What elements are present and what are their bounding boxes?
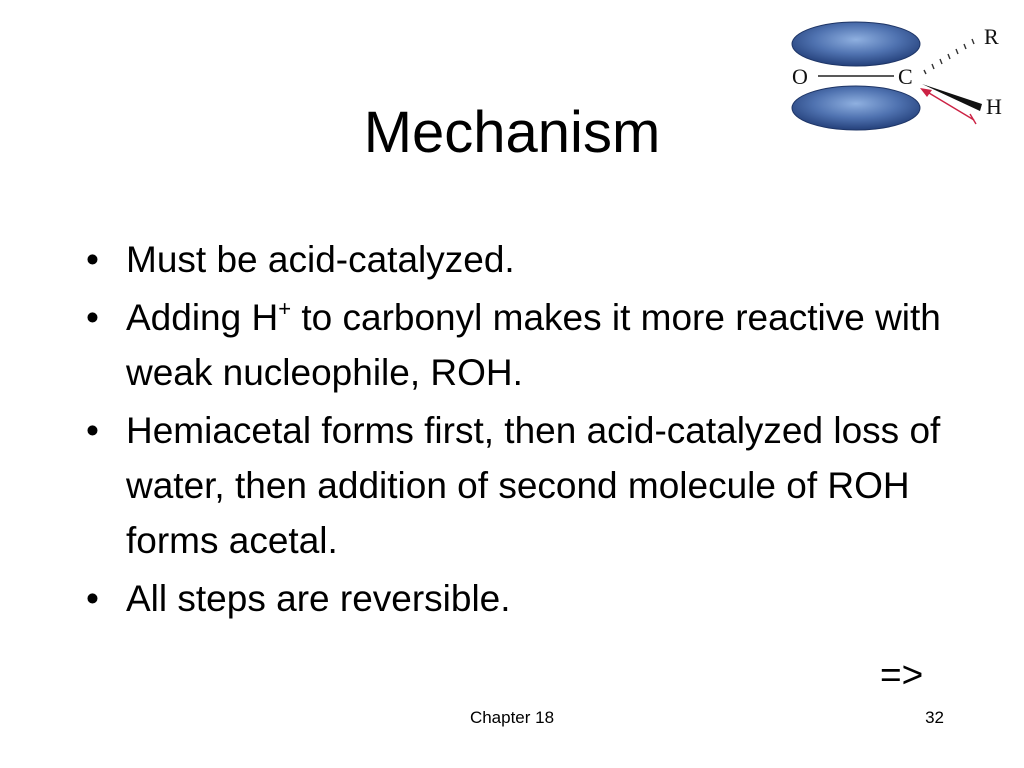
atom-o-label: O [792,64,808,89]
atom-h-label: H [986,94,1002,119]
bullet-text-after: to carbonyl makes it more reactive with weak nucleophile, ROH. [126,297,941,393]
carbonyl-orbital-diagram [784,14,1014,138]
arrow-tail-tick [970,114,976,124]
next-slide-arrow[interactable]: => [880,654,924,695]
bullet-item [86,571,966,626]
superscript-plus: + [278,296,292,321]
atom-c-label: C [898,64,913,89]
bullet-text: Must be acid-catalyzed. [126,239,515,280]
upper-pi-lobe [792,22,920,66]
attack-arrowhead [920,88,932,97]
bullet-text: All steps are reversible. [126,578,511,619]
bullet-marker: • [86,578,99,619]
hashed-bond-r [924,39,974,74]
slide-title: Mechanism [363,100,661,165]
bullet-marker: • [86,410,99,451]
bullet-text: Hemiacetal forms first, then acid-catalyzed loss of water, then addition of second molecule of ROH forms acetal. [126,410,941,561]
bullet-item [86,232,966,287]
bullet-list [86,232,966,629]
bullet-marker: • [86,297,99,338]
bullet-item [86,403,966,568]
footer-page-number: 32 [925,708,944,727]
lower-pi-lobe [792,86,920,130]
footer-chapter: Chapter 18 [469,708,555,727]
bullet-item [86,290,966,400]
bullet-marker: • [86,239,99,280]
bullet-text-before: Adding H [126,297,279,338]
atom-r-label: R [984,24,999,49]
